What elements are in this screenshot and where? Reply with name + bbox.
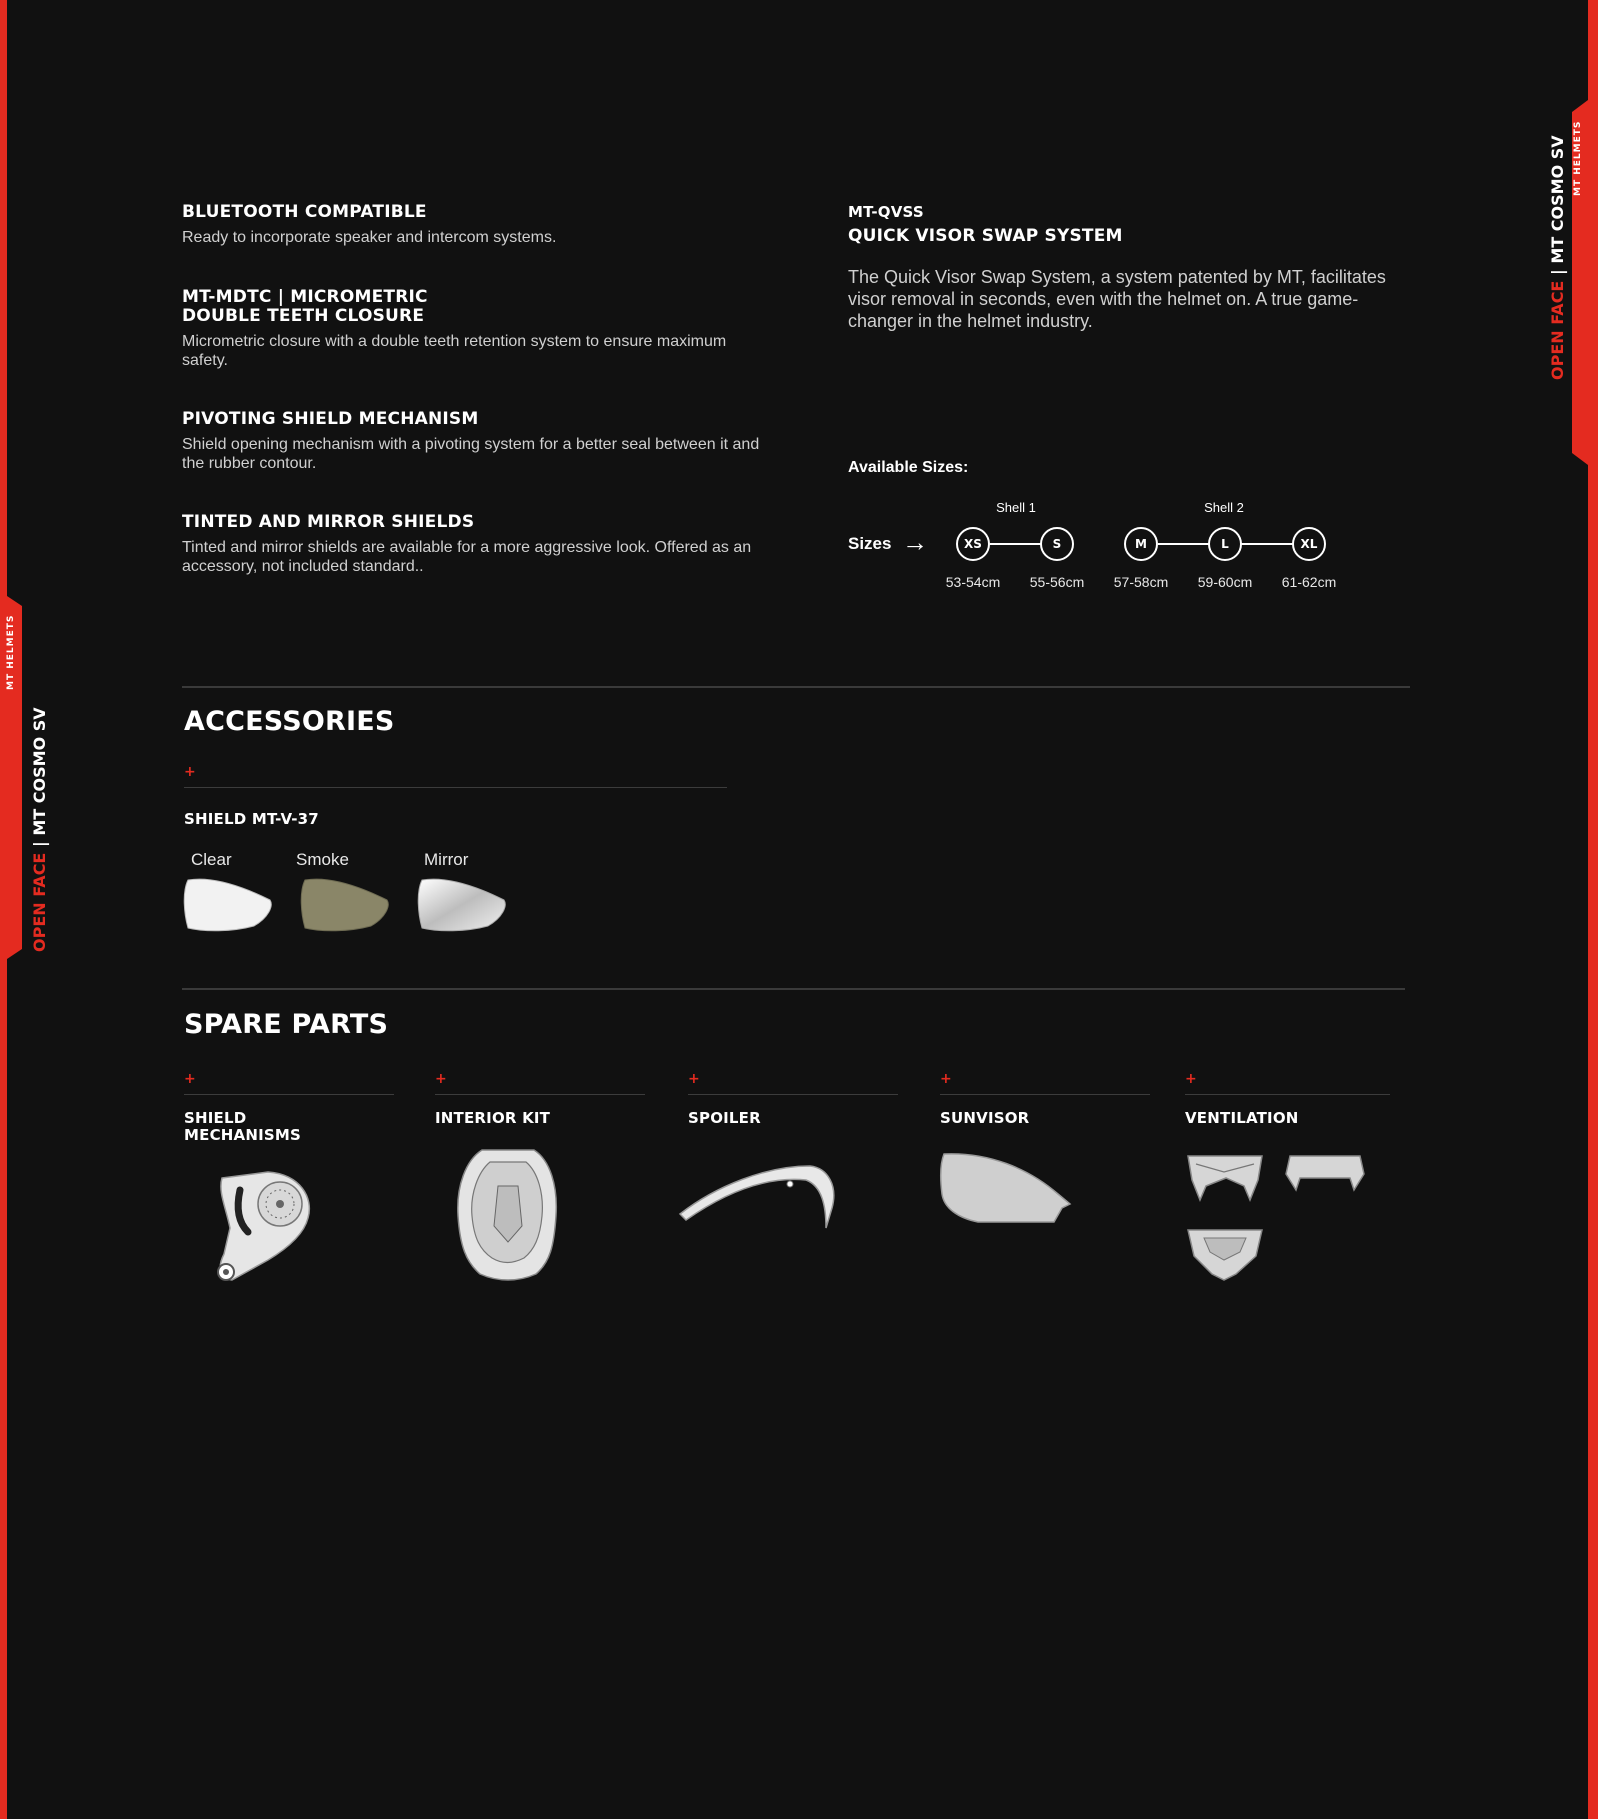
ventilation-top-icon[interactable] xyxy=(1184,1150,1266,1204)
section-divider xyxy=(182,686,1410,688)
ventilation-rear-icon[interactable] xyxy=(1284,1150,1366,1194)
brand-category: OPEN FACE xyxy=(1548,280,1567,380)
brand-separator: | xyxy=(1548,269,1567,276)
feature-desc: Tinted and mirror shields are available for a more aggressive look. Offered as an accessory, not included standard.. xyxy=(182,539,752,575)
shield-variant-clear-label: Clear xyxy=(191,850,232,869)
feature-desc: Micrometric closure with a double teeth retention system to ensure maximum safety. xyxy=(182,333,727,369)
shield-variant-smoke-label: Smoke xyxy=(296,850,349,869)
part-rule xyxy=(184,1094,394,1095)
feature-pivoting xyxy=(182,410,762,473)
size-l: L xyxy=(1208,527,1242,561)
brand-logo-left: MT HELMETS xyxy=(6,614,16,690)
feature-desc: Ready to incorporate speaker and intercom systems. xyxy=(182,229,557,246)
plus-icon: + xyxy=(688,1071,700,1087)
accessories-title: ACCESSORIES xyxy=(184,706,395,737)
part-rule xyxy=(688,1094,898,1095)
part-rule xyxy=(940,1094,1150,1095)
brand-vertical-left xyxy=(30,707,49,952)
feature-title: TINTED AND MIRROR SHIELDS xyxy=(182,512,475,532)
brand-category: OPEN FACE xyxy=(30,852,49,952)
feature-title: QUICK VISOR SWAP SYSTEM xyxy=(848,226,1123,246)
brand-model: MT COSMO SV xyxy=(30,707,49,836)
size-range-l: 59-60cm xyxy=(1197,574,1253,590)
section-divider xyxy=(182,988,1405,990)
feature-title-line2: DOUBLE TEETH CLOSURE xyxy=(182,306,425,326)
size-xl: XL xyxy=(1292,527,1326,561)
part-shield-mechanisms-title xyxy=(184,1110,301,1144)
size-range-xl: 61-62cm xyxy=(1281,574,1337,590)
plus-icon: + xyxy=(940,1071,952,1087)
part-rule xyxy=(1185,1094,1390,1095)
feature-title: BLUETOOTH COMPATIBLE xyxy=(182,202,427,222)
part-title-line1: SHIELD xyxy=(184,1109,247,1127)
shield-mechanism-icon[interactable] xyxy=(208,1168,314,1284)
right-red-ribbon xyxy=(1588,0,1598,1819)
sizes-row-label: Sizes xyxy=(848,534,892,553)
shell-label-1: Shell 1 xyxy=(996,500,1036,515)
feature-tinted xyxy=(182,513,762,576)
size-range-s: 55-56cm xyxy=(1029,574,1085,590)
size-m: M xyxy=(1124,527,1158,561)
shell-label-2: Shell 2 xyxy=(1204,500,1244,515)
part-interior-kit-title: INTERIOR KIT xyxy=(435,1109,551,1127)
arrow-right-icon: → xyxy=(902,527,928,557)
part-ventilation-title: VENTILATION xyxy=(1185,1109,1299,1127)
feature-title: PIVOTING SHIELD MECHANISM xyxy=(182,409,479,429)
feature-bluetooth xyxy=(182,203,762,247)
ventilation-chin-icon[interactable] xyxy=(1184,1224,1266,1282)
accessory-item-title: SHIELD MT-V-37 xyxy=(184,810,319,828)
sunvisor-icon[interactable] xyxy=(938,1150,1074,1226)
brand-logo-right: MT HELMETS xyxy=(1573,120,1583,196)
spoiler-icon[interactable] xyxy=(676,1156,840,1232)
plus-icon: + xyxy=(184,1071,196,1087)
plus-icon: + xyxy=(184,764,196,780)
size-s: S xyxy=(1040,527,1074,561)
feature-title-line1: MT-MDTC | MICROMETRIC xyxy=(182,287,428,307)
feature-desc: Shield opening mechanism with a pivoting system for a better seal between it and the rubber contour. xyxy=(182,436,760,472)
plus-icon: + xyxy=(1185,1071,1197,1087)
brand-model: MT COSMO SV xyxy=(1548,135,1567,264)
accessory-rule xyxy=(184,787,727,788)
size-range-xs: 53-54cm xyxy=(945,574,1001,590)
mirror-shield-icon[interactable] xyxy=(416,874,511,934)
part-sunvisor-title: SUNVISOR xyxy=(940,1109,1030,1127)
feature-code: MT-QVSS xyxy=(848,203,924,221)
part-title-line2: MECHANISMS xyxy=(184,1126,302,1144)
plus-icon: + xyxy=(435,1071,447,1087)
part-spoiler-title: SPOILER xyxy=(688,1109,761,1127)
feature-qvss xyxy=(848,204,1408,332)
brand-vertical-right xyxy=(1548,135,1567,380)
interior-kit-icon[interactable] xyxy=(452,1146,564,1284)
brand-separator: | xyxy=(30,841,49,848)
shield-variant-mirror-label: Mirror xyxy=(424,850,469,869)
part-rule xyxy=(435,1094,645,1095)
left-red-ribbon xyxy=(0,0,7,1819)
spare-parts-title: SPARE PARTS xyxy=(184,1009,389,1040)
smoke-shield-icon[interactable] xyxy=(299,874,394,934)
clear-shield-icon[interactable] xyxy=(182,874,277,934)
feature-mdtc xyxy=(182,288,762,370)
size-xs: XS xyxy=(956,527,990,561)
feature-desc: The Quick Visor Swap System, a system patented by MT, facilitates visor removal in seconds, even with the helmet on. A true game-changer in the helmet industry. xyxy=(848,267,1386,331)
size-range-m: 57-58cm xyxy=(1113,574,1169,590)
sizes-heading: Available Sizes: xyxy=(848,459,969,476)
